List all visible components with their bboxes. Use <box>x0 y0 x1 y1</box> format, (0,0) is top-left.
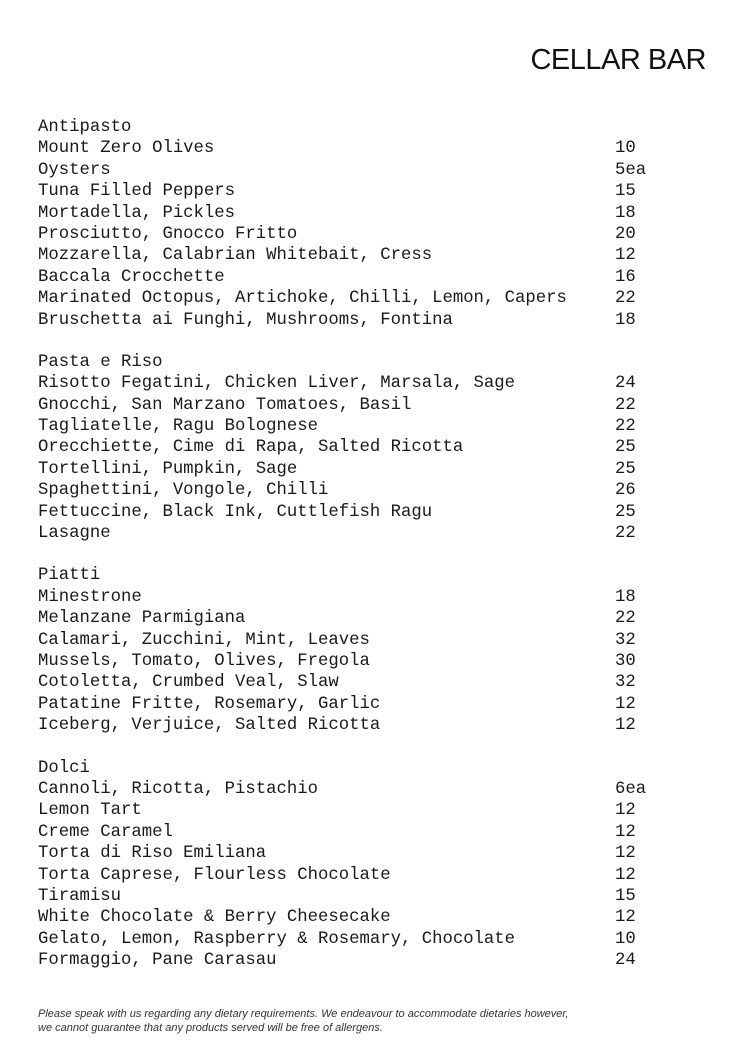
section-title: Piatti <box>38 566 101 586</box>
brand-logo: CELLAR BAR <box>530 44 706 76</box>
item-price: 25 <box>615 438 636 458</box>
menu-item <box>38 502 698 523</box>
menu <box>38 117 698 992</box>
item-name: Mussels, Tomato, Olives, Fregola <box>38 651 370 671</box>
item-price: 22 <box>615 289 636 309</box>
item-name: Gelato, Lemon, Raspberry & Rosemary, Chocolate <box>38 929 516 949</box>
item-name: Bruschetta ai Funghi, Mushrooms, Fontina <box>38 310 453 330</box>
item-price: 22 <box>615 524 636 544</box>
item-price: 10 <box>615 929 636 949</box>
item-price: 12 <box>615 801 636 821</box>
item-name: Prosciutto, Gnocco Fritto <box>38 224 298 244</box>
item-price: 24 <box>615 951 636 971</box>
disclaimer-line: we cannot guarantee that any products served will be free of allergens. <box>38 1022 383 1034</box>
menu-item <box>38 715 698 736</box>
item-name: Mortadella, Pickles <box>38 203 236 223</box>
item-price: 22 <box>615 417 636 437</box>
item-price: 12 <box>615 246 636 266</box>
item-price: 22 <box>615 609 636 629</box>
item-price: 16 <box>615 267 636 287</box>
item-name: Torta di Riso Emiliana <box>38 844 267 864</box>
item-price: 12 <box>615 716 636 736</box>
dietary-disclaimer <box>38 1007 678 1035</box>
menu-item <box>38 587 698 608</box>
item-price: 22 <box>615 395 636 415</box>
menu-item <box>38 160 698 181</box>
item-price: 6ea <box>615 779 647 799</box>
item-price: 18 <box>615 310 636 330</box>
item-price: 25 <box>615 459 636 479</box>
item-name: Spaghettini, Vongole, Chilli <box>38 481 329 501</box>
menu-item <box>38 779 698 800</box>
item-price: 26 <box>615 481 636 501</box>
item-price: 20 <box>615 224 636 244</box>
menu-item <box>38 843 698 864</box>
item-price: 12 <box>615 865 636 885</box>
item-price: 5ea <box>615 160 647 180</box>
section-title: Antipasto <box>38 118 132 137</box>
menu-item <box>38 608 698 629</box>
menu-item <box>38 865 698 886</box>
item-name: Tuna Filled Peppers <box>38 182 236 202</box>
menu-item <box>38 523 698 544</box>
item-price: 32 <box>615 630 636 650</box>
menu-item <box>38 886 698 907</box>
item-price: 24 <box>615 374 636 394</box>
item-name: Iceberg, Verjuice, Salted Ricotta <box>38 716 381 736</box>
item-name: White Chocolate & Berry Cheesecake <box>38 908 391 928</box>
menu-item <box>38 437 698 458</box>
item-name: Formaggio, Pane Carasau <box>38 951 277 971</box>
menu-item <box>38 950 698 971</box>
menu-item <box>38 181 698 202</box>
item-name: Cannoli, Ricotta, Pistachio <box>38 779 319 799</box>
menu-item <box>38 800 698 821</box>
menu-item <box>38 694 698 715</box>
item-name: Tiramisu <box>38 886 121 906</box>
item-name: Baccala Crocchette <box>38 267 225 287</box>
menu-item <box>38 480 698 501</box>
item-price: 25 <box>615 502 636 522</box>
menu-item <box>38 203 698 224</box>
menu-item <box>38 929 698 950</box>
menu-section-pasta-e-riso <box>38 352 698 545</box>
menu-item <box>38 907 698 928</box>
item-name: Risotto Fegatini, Chicken Liver, Marsala, Sage <box>38 374 516 394</box>
item-name: Tagliatelle, Ragu Bolognese <box>38 417 319 437</box>
section-title: Pasta e Riso <box>38 352 163 372</box>
item-name: Minestrone <box>38 587 142 607</box>
menu-section-antipasto <box>38 117 698 331</box>
menu-item <box>38 138 698 159</box>
item-name: Patatine Fritte, Rosemary, Garlic <box>38 694 381 714</box>
item-name: Fettuccine, Black Ink, Cuttlefish Ragu <box>38 502 433 522</box>
item-price: 18 <box>615 203 636 223</box>
item-price: 15 <box>615 886 636 906</box>
item-name: Lemon Tart <box>38 801 142 821</box>
menu-item <box>38 416 698 437</box>
item-price: 18 <box>615 587 636 607</box>
menu-item <box>38 288 698 309</box>
item-name: Marinated Octopus, Artichoke, Chilli, Lemon, Capers <box>38 289 567 309</box>
item-price: 10 <box>615 139 636 159</box>
item-price: 12 <box>615 694 636 714</box>
item-price: 15 <box>615 182 636 202</box>
item-name: Creme Caramel <box>38 822 173 842</box>
section-title: Dolci <box>38 758 90 778</box>
item-name: Mozzarella, Calabrian Whitebait, Cress <box>38 246 433 266</box>
menu-item <box>38 224 698 245</box>
menu-item <box>38 672 698 693</box>
item-name: Calamari, Zucchini, Mint, Leaves <box>38 630 370 650</box>
menu-section-piatti <box>38 565 698 736</box>
menu-item <box>38 310 698 331</box>
item-name: Oysters <box>38 160 111 180</box>
disclaimer-line: Please speak with us regarding any dietary requirements. We endeavour to accommodate dietaries however, <box>38 1008 569 1020</box>
item-price: 12 <box>615 822 636 842</box>
menu-item <box>38 373 698 394</box>
item-price: 30 <box>615 651 636 671</box>
item-name: Tortellini, Pumpkin, Sage <box>38 459 298 479</box>
item-name: Mount Zero Olives <box>38 139 215 159</box>
item-price: 32 <box>615 673 636 693</box>
menu-item <box>38 267 698 288</box>
item-name: Cotoletta, Crumbed Veal, Slaw <box>38 673 339 693</box>
item-name: Torta Caprese, Flourless Chocolate <box>38 865 391 885</box>
menu-item <box>38 459 698 480</box>
item-name: Lasagne <box>38 524 111 544</box>
item-name: Gnocchi, San Marzano Tomatoes, Basil <box>38 395 412 415</box>
menu-item <box>38 395 698 416</box>
menu-item <box>38 245 698 266</box>
item-name: Melanzane Parmigiana <box>38 609 246 629</box>
item-price: 12 <box>615 908 636 928</box>
menu-section-dolci <box>38 758 698 972</box>
menu-item <box>38 630 698 651</box>
menu-item <box>38 651 698 672</box>
item-name: Orecchiette, Cime di Rapa, Salted Ricotta <box>38 438 464 458</box>
menu-item <box>38 822 698 843</box>
item-price: 12 <box>615 844 636 864</box>
